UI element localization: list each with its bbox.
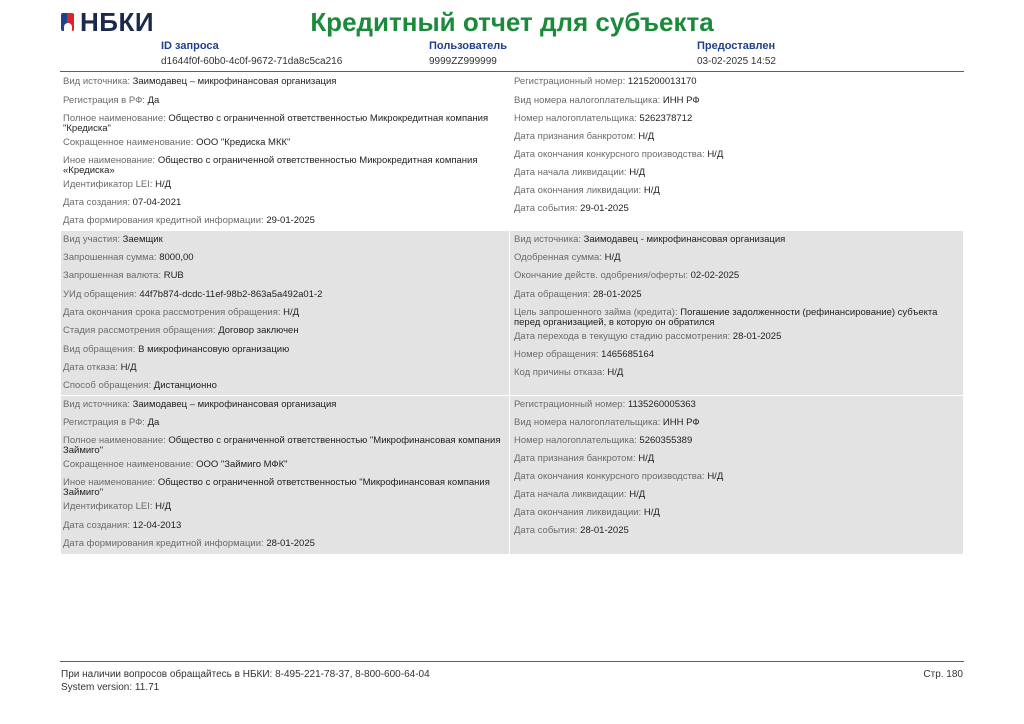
field-row [63, 216, 505, 226]
application-block-left [61, 231, 510, 395]
field-value: Н/Д [283, 307, 300, 318]
field-value: 1215200013170 [627, 76, 697, 87]
field-value: Н/Д [155, 179, 172, 190]
field-row [63, 156, 505, 176]
field-label: Запрошенная валюта: [63, 270, 162, 281]
field-value: Н/Д [707, 471, 724, 482]
field-row [514, 290, 959, 300]
field-row [63, 77, 505, 87]
source-block-2-left [61, 396, 510, 554]
field-value: ИНН РФ [662, 95, 700, 106]
field-label: Дата окончания конкурсного производства: [514, 471, 705, 482]
field-row [514, 418, 959, 428]
field-value: 28-01-2025 [580, 525, 629, 536]
field-value: В микрофинансовую организацию [138, 344, 290, 355]
field-row [63, 138, 505, 148]
field-label: Номер обращения: [514, 349, 599, 360]
header-divider [60, 71, 964, 72]
field-row [63, 180, 505, 190]
field-value: ООО "Займиго МФК" [196, 459, 288, 470]
field-label: Дата окончания срока рассмотрения обращения: [63, 307, 281, 318]
field-row [514, 96, 959, 106]
field-row [63, 235, 505, 245]
user-label: Пользователь [429, 40, 508, 52]
field-row [63, 478, 505, 498]
field-row [514, 332, 959, 342]
field-row [514, 472, 959, 482]
field-label: Сокращенное наименование: [63, 459, 194, 470]
field-value: Заимодавец - микрофинансовая организация [583, 234, 786, 245]
source-block-2 [61, 396, 963, 554]
field-row [514, 168, 959, 178]
field-label: Дата обращения: [514, 289, 591, 300]
field-value: Заимодавец – микрофинансовая организация [132, 399, 337, 410]
field-row [514, 253, 959, 263]
field-row [63, 345, 505, 355]
field-label: Дата создания: [63, 197, 131, 208]
field-label: Запрошенная сумма: [63, 252, 157, 263]
field-row [63, 326, 505, 336]
field-value: 29-01-2025 [580, 203, 629, 214]
field-value: Н/Д [643, 507, 660, 518]
field-value: Да [147, 417, 160, 428]
field-value: 12-04-2013 [132, 520, 182, 531]
field-row [514, 150, 959, 160]
field-label: Дата создания: [63, 520, 131, 531]
field-label: Идентификатор LEI: [63, 501, 153, 512]
field-value: 28-01-2025 [732, 331, 782, 342]
footer-version: System version: 11.71 [61, 682, 160, 693]
field-label: Дата окончания ликвидации: [514, 507, 642, 518]
field-row [514, 436, 959, 446]
field-label: Вид источника: [63, 399, 130, 410]
field-row [514, 526, 959, 536]
field-label: Дата формирования кредитной информации: [63, 538, 264, 549]
field-label: Дата начала ликвидации: [514, 167, 627, 178]
field-row [63, 114, 505, 134]
field-row [63, 400, 505, 410]
field-row [514, 368, 959, 378]
field-value: 29-01-2025 [266, 215, 315, 226]
field-value: 1135260005363 [627, 399, 696, 410]
field-label: Цель запрошенного займа (кредита): [514, 307, 678, 318]
field-value: Общество с ограниченной ответственностью "Микрофинансовая компания Займиго" [63, 477, 490, 498]
field-value: 5260355389 [639, 435, 693, 446]
field-label: Дата признания банкротом: [514, 453, 636, 464]
field-row [63, 418, 505, 428]
field-label: Дата окончания конкурсного производства: [514, 149, 705, 160]
field-label: Номер налогоплательщика: [514, 113, 637, 124]
field-row [63, 436, 505, 456]
field-label: УИд обращения: [63, 289, 137, 300]
field-label: Сокращенное наименование: [63, 137, 194, 148]
field-value: 8000,00 [159, 252, 194, 263]
field-label: Код причины отказа: [514, 367, 605, 378]
field-value: Н/Д [120, 362, 137, 373]
field-value: Н/Д [638, 131, 655, 142]
field-label: Одобренная сумма: [514, 252, 602, 263]
field-label: Дата окончания ликвидации: [514, 185, 642, 196]
field-label: Дата перехода в текущую стадию рассмотрения: [514, 331, 731, 342]
user-value: 9999ZZ999999 [429, 56, 497, 67]
field-row [63, 460, 505, 470]
field-row [63, 198, 505, 208]
field-value: Н/Д [643, 185, 660, 196]
field-value: Да [147, 95, 160, 106]
field-value: ООО "Кредиска МКК" [196, 137, 291, 148]
field-row [514, 350, 959, 360]
footer-contact: При наличии вопросов обращайтесь в НБКИ: 8-495-221-78-37, 8-800-600-64-04 [61, 669, 430, 680]
source-block-1 [61, 73, 963, 230]
logo-text: НБКИ [80, 7, 155, 37]
field-value: Общество с ограниченной ответственностью "Микрофинансовая компания Займиго" [63, 435, 501, 456]
field-value: RUB [163, 270, 184, 281]
field-row [514, 508, 959, 518]
request-id-value: d1644f0f-60b0-4c0f-9672-71da8c5ca216 [161, 56, 343, 67]
field-value: Договор заключен [218, 325, 299, 336]
field-label: Вид номера налогоплательщика: [514, 95, 661, 106]
request-id-label: ID запроса [161, 40, 219, 52]
field-value: ИНН РФ [662, 417, 700, 428]
field-value: Дистанционно [153, 380, 217, 391]
field-value: Погашение задолженности (рефинансирование) субъекта перед организацией, в которую он обратился [514, 307, 938, 328]
field-value: 5262378712 [639, 113, 693, 124]
field-value: 1465685164 [601, 349, 654, 360]
field-value: Н/Д [629, 167, 646, 178]
field-row [63, 381, 505, 391]
field-label: Дата признания банкротом: [514, 131, 636, 142]
field-row [63, 539, 505, 549]
field-row [514, 114, 959, 124]
field-label: Стадия рассмотрения обращения: [63, 325, 216, 336]
field-value: 28-01-2025 [592, 289, 642, 300]
field-row [63, 96, 505, 106]
page-title: Кредитный отчет для субъекта [310, 7, 714, 37]
application-block [61, 231, 963, 395]
field-label: Вид номера налогоплательщика: [514, 417, 661, 428]
field-label: Полное наименование: [63, 435, 166, 446]
field-label: Номер налогоплательщика: [514, 435, 637, 446]
field-row [63, 363, 505, 373]
field-value: Н/Д [638, 453, 655, 464]
field-value: Общество с ограниченной ответственностью Микрокредитная компания «Кредиска» [63, 155, 478, 176]
field-value: 28-01-2025 [266, 538, 315, 549]
field-row [514, 308, 959, 328]
page-number: Стр. 180 [923, 669, 963, 680]
field-label: Окончание действ. одобрения/оферты: [514, 270, 688, 281]
field-value: Заемщик [122, 234, 163, 245]
footer-divider [60, 661, 964, 662]
provided-label: Предоставлен [697, 40, 776, 52]
field-row [63, 290, 505, 300]
field-value: Н/Д [629, 489, 646, 500]
field-label: Вид источника: [63, 76, 130, 87]
field-row [514, 271, 959, 281]
field-row [514, 204, 959, 214]
provided-value: 03-02-2025 14:52 [697, 56, 776, 67]
field-value: Общество с ограниченной ответственностью Микрокредитная компания "Кредиска" [63, 113, 489, 134]
field-label: Полное наименование: [63, 113, 166, 124]
field-label: Регистрация в РФ: [63, 417, 145, 428]
field-value: 02-02-2025 [690, 270, 740, 281]
field-value: 44f7b874-dcdc-11ef-98b2-863a5a492a01-2 [139, 289, 323, 300]
field-label: Дата начала ликвидации: [514, 489, 627, 500]
field-value: Заимодавец – микрофинансовая организация [132, 76, 337, 87]
field-label: Регистрационный номер: [514, 399, 626, 410]
field-row [514, 77, 959, 87]
field-row [514, 490, 959, 500]
field-row [514, 132, 959, 142]
field-label: Иное наименование: [63, 477, 156, 488]
field-label: Дата формирования кредитной информации: [63, 215, 264, 226]
field-label: Регистрационный номер: [514, 76, 626, 87]
field-label: Регистрация в РФ: [63, 95, 145, 106]
field-label: Идентификатор LEI: [63, 179, 153, 190]
field-row [63, 502, 505, 512]
field-label: Вид источника: [514, 234, 581, 245]
field-row [63, 271, 505, 281]
field-value: Н/Д [707, 149, 724, 160]
field-value: 07-04-2021 [132, 197, 182, 208]
field-label: Способ обращения: [63, 380, 152, 391]
field-row [63, 521, 505, 531]
field-value: Н/Д [155, 501, 172, 512]
field-label: Дата отказа: [63, 362, 118, 373]
field-label: Дата события: [514, 203, 578, 214]
field-row [514, 186, 959, 196]
field-row [514, 400, 959, 410]
field-value: Н/Д [607, 367, 624, 378]
field-label: Дата события: [514, 525, 578, 536]
field-row [63, 253, 505, 263]
field-row [63, 308, 505, 318]
field-label: Вид участия: [63, 234, 120, 245]
field-row [514, 454, 959, 464]
field-row [514, 235, 959, 245]
field-label: Вид обращения: [63, 344, 136, 355]
field-label: Иное наименование: [63, 155, 156, 166]
field-value: Н/Д [604, 252, 621, 263]
